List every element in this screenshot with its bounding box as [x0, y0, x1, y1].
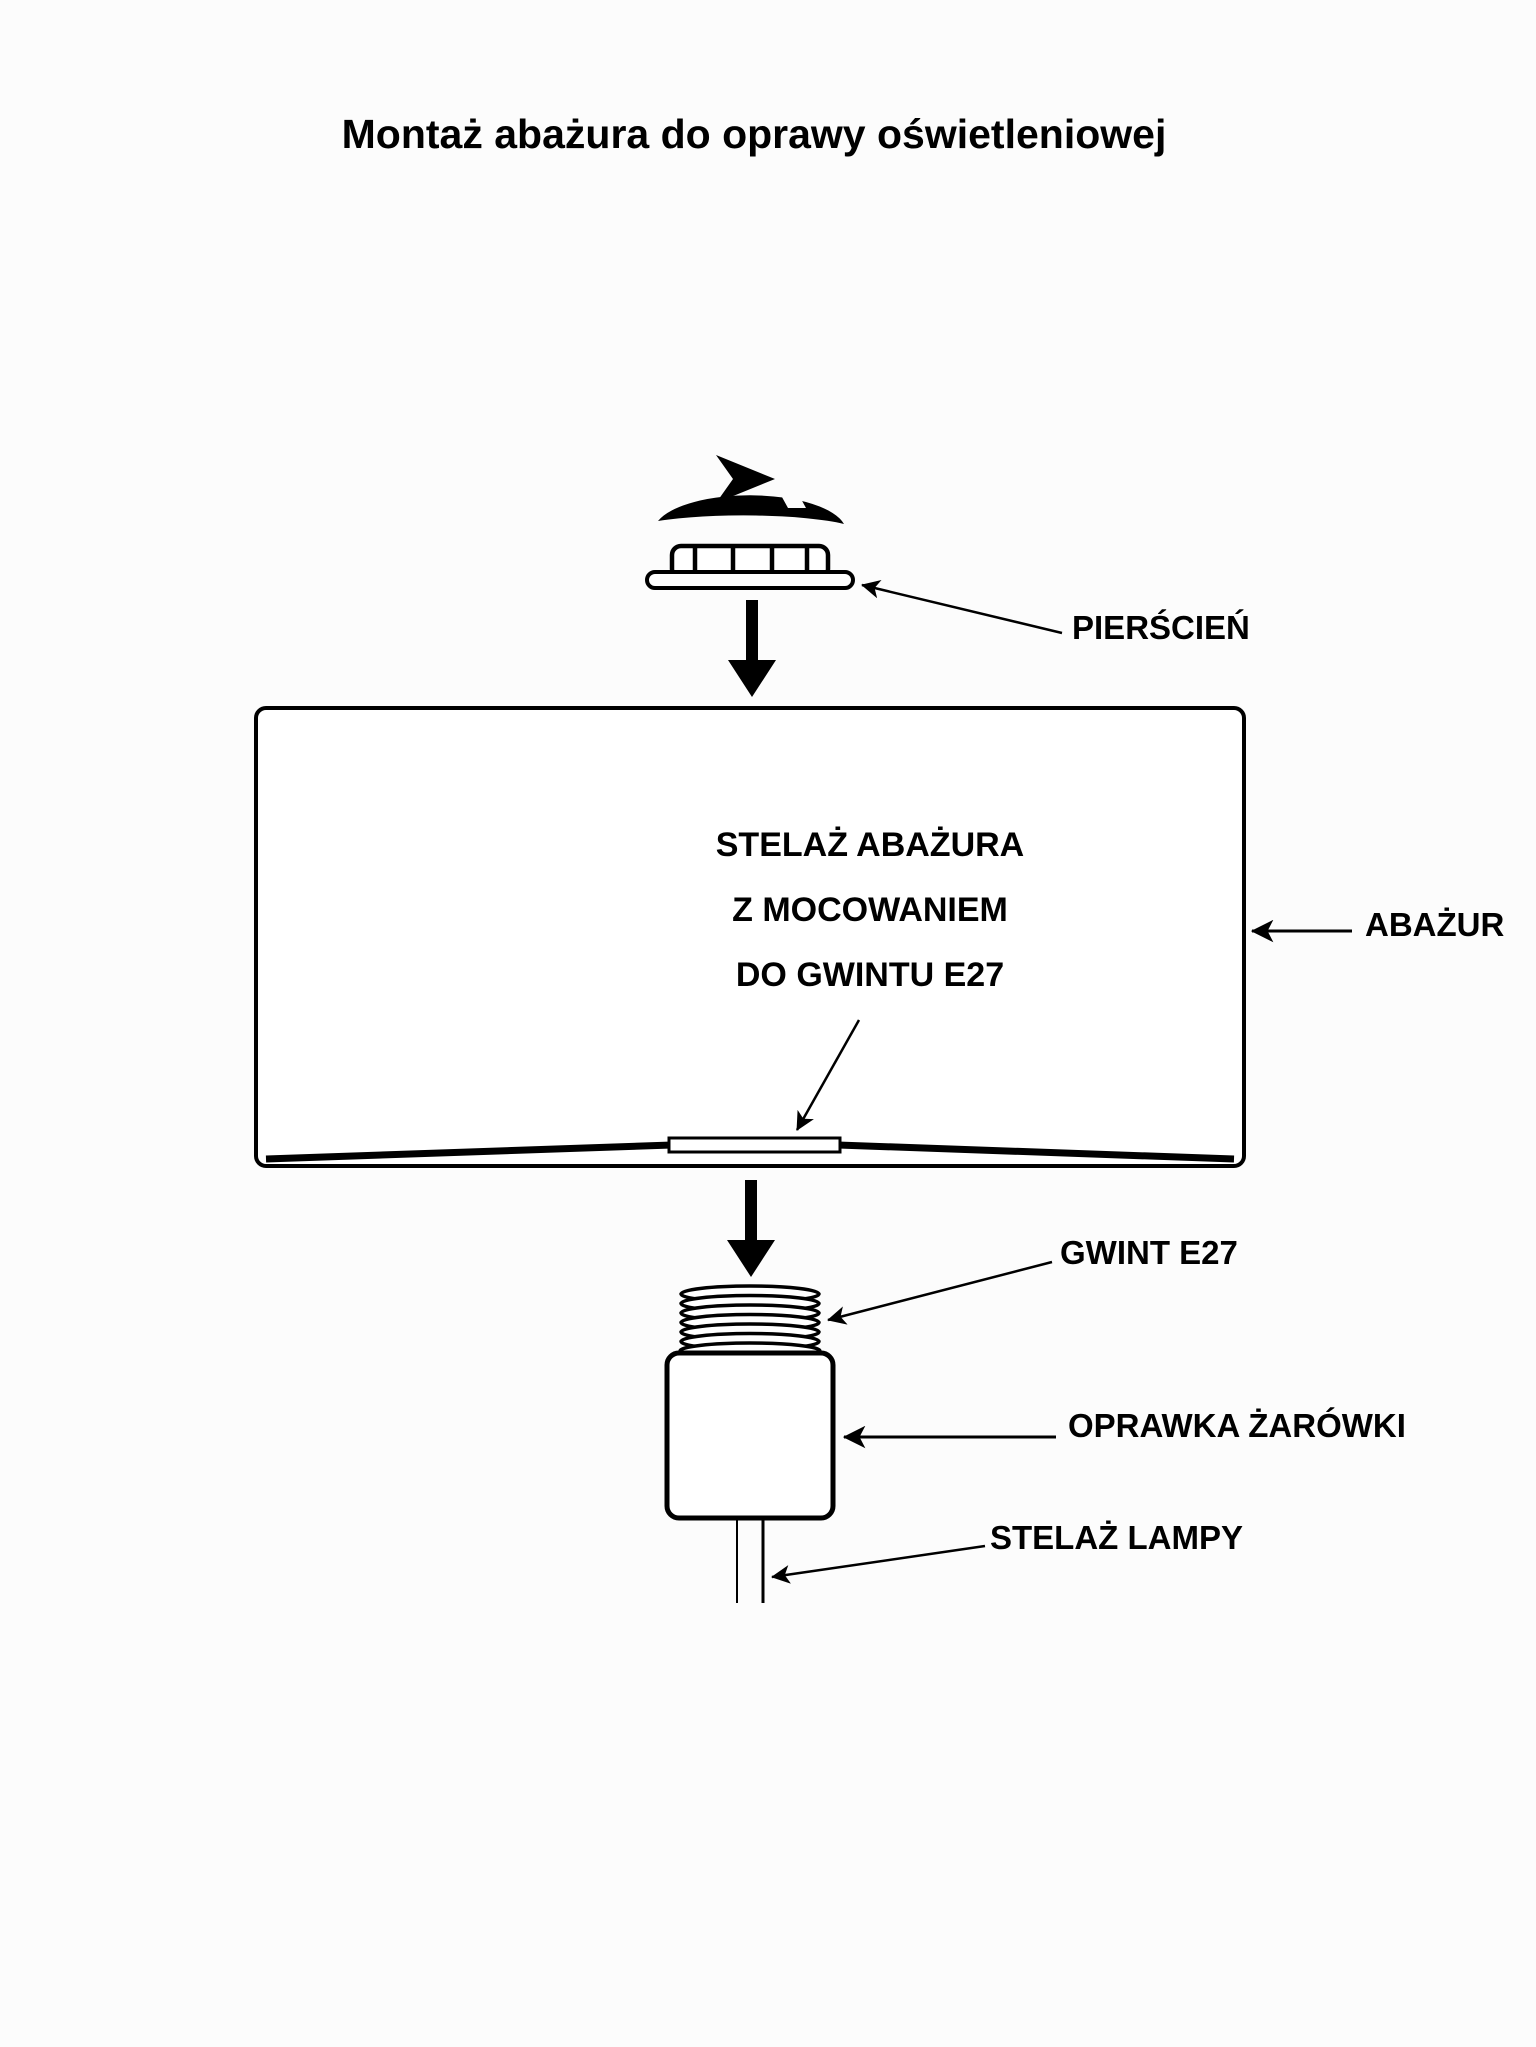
- leader-line-ring: [862, 585, 1062, 633]
- arrow-down-icon: [727, 1180, 775, 1277]
- socket-part: [667, 1353, 833, 1518]
- lampshade-outline: [256, 708, 1244, 1166]
- shade-note-line-1: STELAŻ ABAŻURA: [715, 826, 1025, 864]
- leader-line-thread: [828, 1262, 1052, 1320]
- thread-label: GWINT E27: [1060, 1234, 1238, 1271]
- rotate-clockwise-icon: [658, 450, 844, 524]
- ring-part: [647, 546, 853, 588]
- shade-note-line-3: DO GWINTU E27: [735, 956, 1005, 994]
- stem-label: STELAŻ LAMPY: [990, 1519, 1243, 1556]
- shade-frame-bracket: [669, 1138, 840, 1152]
- arrow-down-icon: [728, 600, 776, 697]
- ring-label: PIERŚCIEŃ: [1072, 609, 1250, 646]
- page-title: Montaż abażura do oprawy oświetleniowej: [341, 111, 1167, 157]
- leader-line-stem: [772, 1546, 985, 1577]
- stem-lines: [737, 1520, 763, 1603]
- shade-label: ABAŻUR: [1365, 906, 1505, 943]
- socket-label: OPRAWKA ŻARÓWKI: [1068, 1407, 1406, 1444]
- shade-note-line-2: Z MOCOWANIEM: [732, 891, 1008, 929]
- thread-part: [680, 1286, 820, 1359]
